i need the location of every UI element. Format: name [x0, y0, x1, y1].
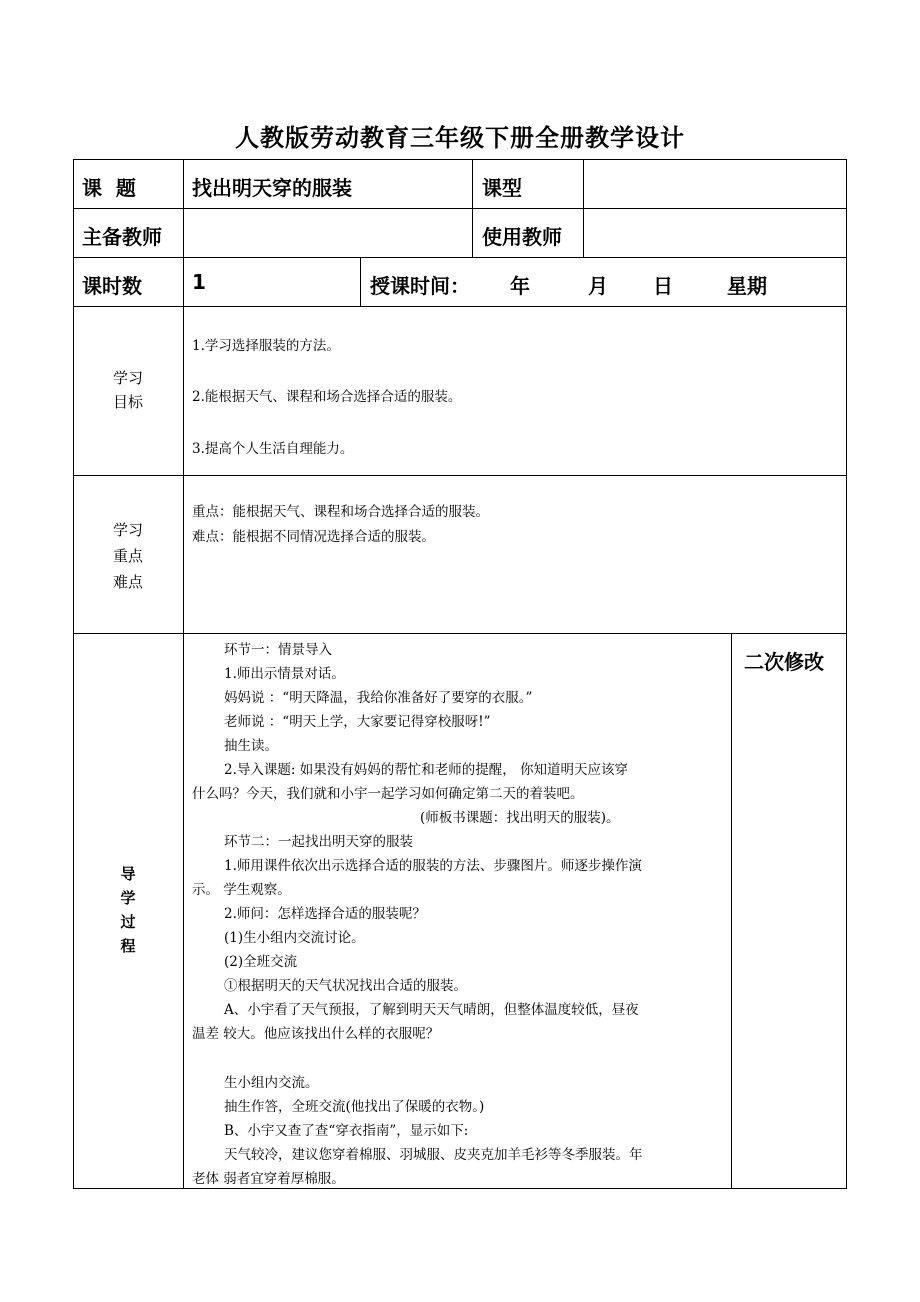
process-line: 抽生读。 — [224, 738, 278, 754]
goals-label-line: 目标 — [112, 393, 143, 411]
process-line: A、小宇看了天气预报，了解到明天天气晴朗，但整体温度较低，昼夜 — [224, 1002, 639, 1018]
process-line: 天气较冷，建议您穿着棉服、羽城服、皮夹克加羊毛衫等冬季服装。年 — [224, 1147, 643, 1163]
goals-label — [73, 366, 183, 414]
row-divider — [73, 257, 847, 258]
key-point-line: 难点：能根据不同情况选择合适的服装。 — [192, 529, 435, 545]
revision-label: 二次修改 — [744, 650, 824, 674]
process-label-char: 过 — [120, 913, 136, 931]
process-line: 温差 较大。他应该找出什么样的衣服呢？ — [192, 1026, 440, 1042]
process-line: B、小宇又查了查“穿衣指南”，显示如下: — [224, 1123, 469, 1139]
goals-label-line: 学习 — [112, 369, 143, 387]
process-line: 环节一：情景导入 — [224, 642, 332, 658]
topic-label: 课 题 — [82, 176, 136, 200]
process-line: 老师说 ：“明天上学，大家要记得穿校服呀!” — [224, 714, 491, 730]
topic-value: 找出明天穿的服装 — [192, 176, 352, 200]
process-label-char: 导 — [120, 865, 136, 883]
row-divider — [73, 306, 847, 307]
process-label — [73, 862, 183, 958]
goal-item: 2.能根据天气、课程和场合选择合适的服装。 — [192, 389, 462, 405]
process-line: 抽生作答，全班交流(他找出了保暖的衣物。) — [224, 1099, 485, 1115]
process-line: 环节二：一起找出明天穿的服装 — [224, 834, 413, 850]
hours-value: 1 — [192, 270, 206, 294]
key-points-label-line: 学习 — [112, 521, 143, 539]
process-line: 1.师用课件依次出示选择合适的服装的方法、步骤图片。师逐步操作演 — [224, 858, 642, 874]
process-line: 妈妈说 ：“明天降温，我给你准备好了要穿的衣服。” — [224, 690, 533, 706]
process-line: 什么吗？今天，我们就和小宇一起学习如何确定第二天的着装吧。 — [192, 786, 584, 802]
time-year: 年 — [510, 274, 530, 298]
document-title: 人教版劳动教育三年级下册全册教学设计 — [235, 124, 685, 152]
time-label: 授课时间： — [370, 274, 470, 298]
process-line: 示。 学生观察。 — [192, 882, 291, 898]
goal-item: 3.提高个人生活自理能力。 — [192, 441, 354, 457]
process-line: 2.导入课题: 如果没有妈妈的帮忙和老师的提醒， 你知道明天应该穿 — [224, 762, 629, 778]
process-line: 老体 弱者宜穿着厚棉服。 — [192, 1171, 345, 1187]
type-label: 课型 — [482, 176, 522, 200]
time-weekday: 星期 — [727, 274, 767, 298]
hours-label: 课时数 — [82, 274, 142, 298]
goal-item: 1.学习选择服装的方法。 — [192, 338, 340, 354]
row-divider — [73, 208, 847, 209]
key-points-label-line: 重点 — [112, 547, 143, 565]
use-teacher-label: 使用教师 — [482, 225, 562, 249]
col-divider — [472, 159, 473, 257]
key-points-label — [73, 517, 183, 595]
key-points-label-line: 难点 — [112, 573, 143, 591]
process-line: (师板书课题：找出明天的服装)。 — [420, 810, 620, 826]
col-divider — [360, 257, 361, 306]
process-line: ①根据明天的天气状况找出合适的服装。 — [224, 978, 467, 994]
main-teacher-label: 主备教师 — [82, 225, 162, 249]
process-line: (1)生小组内交流讨论。 — [224, 930, 365, 946]
col-divider — [183, 159, 184, 1189]
process-line: 生小组内交流。 — [224, 1075, 319, 1091]
process-line: 2.师问：怎样选择合适的服装呢？ — [224, 906, 426, 922]
process-label-char: 学 — [120, 889, 136, 907]
row-divider — [73, 475, 847, 476]
time-month: 月 — [588, 274, 608, 298]
process-line: (2)全班交流 — [224, 954, 298, 970]
time-day: 日 — [653, 274, 673, 298]
key-point-line: 重点：能根据天气、课程和场合选择合适的服装。 — [192, 504, 489, 520]
col-divider — [731, 633, 732, 1189]
col-divider — [583, 159, 584, 257]
process-line: 1.师出示情景对话。 — [224, 666, 345, 682]
process-label-char: 程 — [120, 937, 136, 955]
